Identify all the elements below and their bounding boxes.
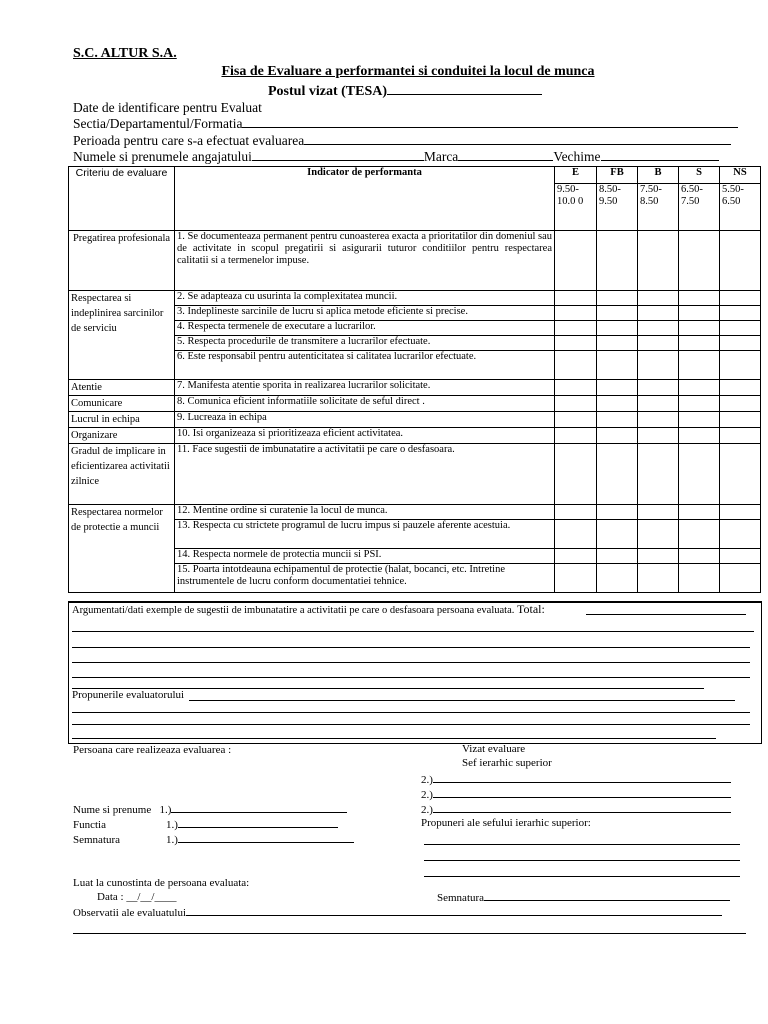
score-cell[interactable]	[555, 336, 597, 351]
proposals-label: Propunerile evaluatorului	[72, 689, 185, 701]
evaluator-name-field[interactable]	[171, 803, 347, 813]
total-label: Total:	[517, 602, 545, 616]
score-cell[interactable]	[720, 412, 761, 428]
score-cell[interactable]	[720, 321, 761, 336]
arguments-box	[68, 601, 762, 744]
name-line	[73, 149, 719, 165]
form-title: Fisa de Evaluare a performantei si conduitei la locul de munca	[221, 64, 595, 79]
acknowledge-date-line	[97, 891, 176, 903]
score-cell[interactable]	[597, 520, 638, 549]
acknowledge-signature-label: Semnatura	[437, 892, 485, 904]
argument-line-4[interactable]	[72, 677, 750, 678]
argument-label: Argumentati/dati exemple de sugestii de imbunatatire a activitatii pe care o desfasoara persoana evaluata.	[72, 605, 515, 616]
evaluator-name-line	[73, 803, 347, 816]
post-line	[268, 83, 542, 100]
score-cell[interactable]	[555, 396, 597, 412]
score-cell[interactable]	[679, 396, 720, 412]
id-heading: Date de identificare pentru Evaluat	[73, 100, 262, 115]
period-label: Perioada pentru care s-a efectuat evaluarea	[73, 133, 305, 148]
observations-label: Observatii ale evaluatului	[73, 907, 187, 919]
grade-e-header: E	[555, 167, 597, 184]
company-name: S.C. ALTUR S.A.	[73, 46, 177, 61]
score-cell[interactable]	[679, 291, 720, 306]
score-cell[interactable]	[555, 380, 597, 396]
visa-proposals-line-1[interactable]	[424, 844, 740, 845]
score-cell[interactable]	[720, 428, 761, 444]
visa-num: 2.)	[421, 774, 433, 786]
score-cell[interactable]	[720, 564, 761, 593]
section-field[interactable]	[242, 116, 738, 128]
score-cell[interactable]	[555, 505, 597, 520]
visa-sub: Sef ierarhic superior	[462, 757, 552, 769]
score-cell[interactable]	[638, 291, 679, 306]
score-cell[interactable]	[720, 396, 761, 412]
score-cell[interactable]	[597, 444, 638, 505]
score-cell[interactable]	[720, 549, 761, 564]
section-line	[73, 116, 738, 132]
score-cell[interactable]	[638, 428, 679, 444]
score-cell[interactable]	[720, 306, 761, 321]
vechime-label: Vechime	[553, 149, 601, 164]
indicator-cell: 15. Poarta intotdeauna echipamentul de protectie (halat, bocanci, etc. Intretine instrumentele de lucru conform documentatiei tehnice.	[175, 564, 555, 593]
indicator-cell: 7. Manifesta atentie sporita in realizarea lucrarilor solicitate.	[175, 380, 555, 396]
score-cell[interactable]	[555, 444, 597, 505]
score-cell[interactable]	[597, 231, 638, 291]
criterion-cell: Respectarea normelor de protectie a muncii	[69, 505, 175, 593]
score-cell[interactable]	[638, 306, 679, 321]
argument-line	[72, 602, 545, 617]
score-cell[interactable]	[638, 380, 679, 396]
score-cell[interactable]	[597, 291, 638, 306]
indicator-cell: 3. Indeplineste sarcinile de lucru si aplica metode eficiente si precise.	[175, 306, 555, 321]
indicator-cell: 10. Isi organizeaza si prioritizeaza eficient activitatea.	[175, 428, 555, 444]
period-field[interactable]	[304, 133, 731, 145]
evaluator-heading: Persoana care realizeaza evaluarea :	[73, 744, 232, 756]
indicator-cell: 6. Este responsabil pentru autenticitatea si calitatea lucrarilor efectuate.	[175, 351, 555, 380]
grade-ns-range: 5.50-6.50	[720, 184, 761, 231]
score-cell[interactable]	[638, 520, 679, 549]
post-fill[interactable]	[387, 83, 542, 95]
employee-name-label: Numele si prenumele angajatului	[73, 149, 252, 164]
indicator-cell: 2. Se adapteaza cu usurinta la complexitatea muncii.	[175, 291, 555, 306]
score-cell[interactable]	[638, 564, 679, 593]
vechime-field[interactable]	[601, 149, 719, 161]
visa-field-3[interactable]	[433, 803, 731, 813]
score-cell[interactable]	[679, 351, 720, 380]
indicator-cell: 9. Lucreaza in echipa	[175, 412, 555, 428]
total-field[interactable]	[586, 614, 746, 615]
proposals-line-3[interactable]	[72, 724, 750, 725]
indicator-cell: 14. Respecta normele de protectia muncii si PSI.	[175, 549, 555, 564]
score-cell[interactable]	[720, 520, 761, 549]
score-cell[interactable]	[597, 412, 638, 428]
visa-field-2[interactable]	[433, 788, 731, 798]
score-cell[interactable]	[597, 336, 638, 351]
score-cell[interactable]	[679, 549, 720, 564]
indicator-cell: 12. Mentine ordine si curatenie la locul de munca.	[175, 505, 555, 520]
acknowledge-date-field[interactable]: __/__/____	[126, 891, 177, 903]
grade-s-header: S	[679, 167, 720, 184]
score-cell[interactable]	[720, 291, 761, 306]
evaluator-signature-num: 1.)	[166, 834, 178, 846]
grade-b-header: B	[638, 167, 679, 184]
criterion-cell: Gradul de implicare in eficientizarea activitatii zilnice	[69, 444, 175, 505]
indicator-cell: 5. Respecta procedurile de transmitere a lucrarilor efectuate.	[175, 336, 555, 351]
acknowledge-signature-line	[437, 891, 730, 904]
post-label: Postul vizat (TESA)	[268, 84, 387, 99]
score-cell[interactable]	[679, 520, 720, 549]
score-cell[interactable]	[679, 428, 720, 444]
score-cell[interactable]	[679, 444, 720, 505]
evaluator-function-line	[73, 818, 338, 831]
visa-line-2	[421, 788, 731, 801]
score-cell[interactable]	[597, 351, 638, 380]
score-cell[interactable]	[597, 505, 638, 520]
visa-num: 2.)	[421, 789, 433, 801]
grade-ns-header: NS	[720, 167, 761, 184]
score-cell[interactable]	[555, 306, 597, 321]
visa-num: 2.)	[421, 804, 433, 816]
score-cell[interactable]	[597, 396, 638, 412]
grade-fb-range: 8.50-9.50	[597, 184, 638, 231]
score-cell[interactable]	[638, 351, 679, 380]
proposals-line-1[interactable]	[189, 700, 735, 701]
indicator-header: Indicator de performanta	[175, 167, 555, 231]
score-cell[interactable]	[638, 396, 679, 412]
score-cell[interactable]	[720, 505, 761, 520]
score-cell[interactable]	[597, 549, 638, 564]
score-cell[interactable]	[638, 412, 679, 428]
score-cell[interactable]	[555, 564, 597, 593]
score-cell[interactable]	[555, 231, 597, 291]
indicator-cell: 11. Face sugestii de imbunatatire a activitatii pe care o desfasoara.	[175, 444, 555, 505]
observations-line	[73, 906, 722, 919]
argument-line-1[interactable]	[72, 631, 754, 632]
visa-proposals-label: Propuneri ale sefului ierarhic superior:	[421, 817, 591, 829]
evaluator-signature-label: Semnatura	[73, 834, 121, 846]
acknowledge-heading: Luat la cunostinta de persoana evaluata:	[73, 877, 250, 889]
score-cell[interactable]	[597, 306, 638, 321]
visa-proposals-line-3[interactable]	[424, 876, 740, 877]
grade-s-range: 6.50-7.50	[679, 184, 720, 231]
score-cell[interactable]	[679, 380, 720, 396]
evaluator-name-num: 1.)	[159, 804, 172, 816]
proposals-line-2[interactable]	[72, 712, 750, 713]
indicator-cell: 8. Comunica eficient informatiile solicitate de seful direct .	[175, 396, 555, 412]
score-cell[interactable]	[679, 564, 720, 593]
score-cell[interactable]	[720, 336, 761, 351]
score-cell[interactable]	[720, 380, 761, 396]
score-cell[interactable]	[638, 505, 679, 520]
observations-field[interactable]	[186, 906, 722, 916]
grade-e-range: 9.50-10.0 0	[555, 184, 597, 231]
score-cell[interactable]	[555, 520, 597, 549]
evaluator-function-label: Functia	[73, 819, 106, 831]
criterion-cell: Organizare	[69, 428, 175, 444]
evaluation-table	[68, 166, 761, 593]
acknowledge-date-label: Data :	[97, 891, 124, 903]
criterion-cell: Atentie	[69, 380, 175, 396]
score-cell[interactable]	[679, 412, 720, 428]
evaluator-function-num: 1.)	[166, 819, 178, 831]
criteria-header: Criteriu de evaluare	[69, 167, 175, 231]
score-cell[interactable]	[638, 336, 679, 351]
argument-line-3[interactable]	[72, 662, 750, 663]
score-cell[interactable]	[555, 428, 597, 444]
score-cell[interactable]	[555, 549, 597, 564]
score-cell[interactable]	[597, 564, 638, 593]
score-cell[interactable]	[555, 351, 597, 380]
score-cell[interactable]	[679, 231, 720, 291]
section-label: Sectia/Departamentul/Formatia	[73, 116, 243, 131]
score-cell[interactable]	[638, 549, 679, 564]
grade-fb-header: FB	[597, 167, 638, 184]
score-cell[interactable]	[679, 321, 720, 336]
evaluator-name-label: Nume si prenume	[73, 804, 152, 816]
score-cell[interactable]	[638, 444, 679, 505]
indicator-cell: 4. Respecta termenele de executare a lucrarilor.	[175, 321, 555, 336]
visa-proposals-line-2[interactable]	[424, 860, 740, 861]
criterion-cell: Lucrul in echipa	[69, 412, 175, 428]
observations-line-2[interactable]	[73, 933, 746, 934]
period-line	[73, 133, 731, 149]
score-cell[interactable]	[720, 444, 761, 505]
evaluator-function-field[interactable]	[178, 818, 338, 828]
indicator-cell: 13. Respecta cu strictete programul de lucru impus si pauzele aferente acestuia.	[175, 520, 555, 549]
score-cell[interactable]	[679, 306, 720, 321]
score-cell[interactable]	[555, 412, 597, 428]
score-cell[interactable]	[638, 321, 679, 336]
score-cell[interactable]	[555, 321, 597, 336]
score-cell[interactable]	[679, 336, 720, 351]
marca-label: Marca	[423, 149, 459, 164]
visa-heading: Vizat evaluare	[462, 743, 526, 755]
score-cell[interactable]	[679, 505, 720, 520]
visa-line-3	[421, 803, 731, 816]
employee-name-field[interactable]	[252, 149, 424, 161]
acknowledge-signature-field[interactable]	[484, 891, 730, 901]
evaluator-signature-line	[73, 833, 354, 846]
indicator-cell: 1. Se documenteaza permanent pentru cunoasterea exacta a prioritatilor din domeniul sau de activitate in scopul pregatirii si asigurarii tuturor conditiilor pentru respectarea calitatii si a termenelor impuse.	[175, 231, 555, 291]
score-cell[interactable]	[597, 321, 638, 336]
evaluator-signature-field[interactable]	[178, 833, 354, 843]
score-cell[interactable]	[597, 428, 638, 444]
grade-b-range: 7.50-8.50	[638, 184, 679, 231]
visa-line-1	[421, 773, 731, 786]
score-cell[interactable]	[638, 231, 679, 291]
visa-field-1[interactable]	[433, 773, 731, 783]
criterion-cell: Comunicare	[69, 396, 175, 412]
score-cell[interactable]	[597, 380, 638, 396]
proposals-line-4[interactable]	[72, 738, 716, 739]
score-cell[interactable]	[555, 291, 597, 306]
criterion-cell: Respectarea si indeplinirea sarcinilor de serviciu	[69, 291, 175, 380]
score-cell[interactable]	[720, 351, 761, 380]
marca-field[interactable]	[458, 149, 553, 161]
criterion-cell: Pregatirea profesionala	[69, 231, 175, 291]
argument-line-2[interactable]	[72, 647, 750, 648]
score-cell[interactable]	[720, 231, 761, 291]
